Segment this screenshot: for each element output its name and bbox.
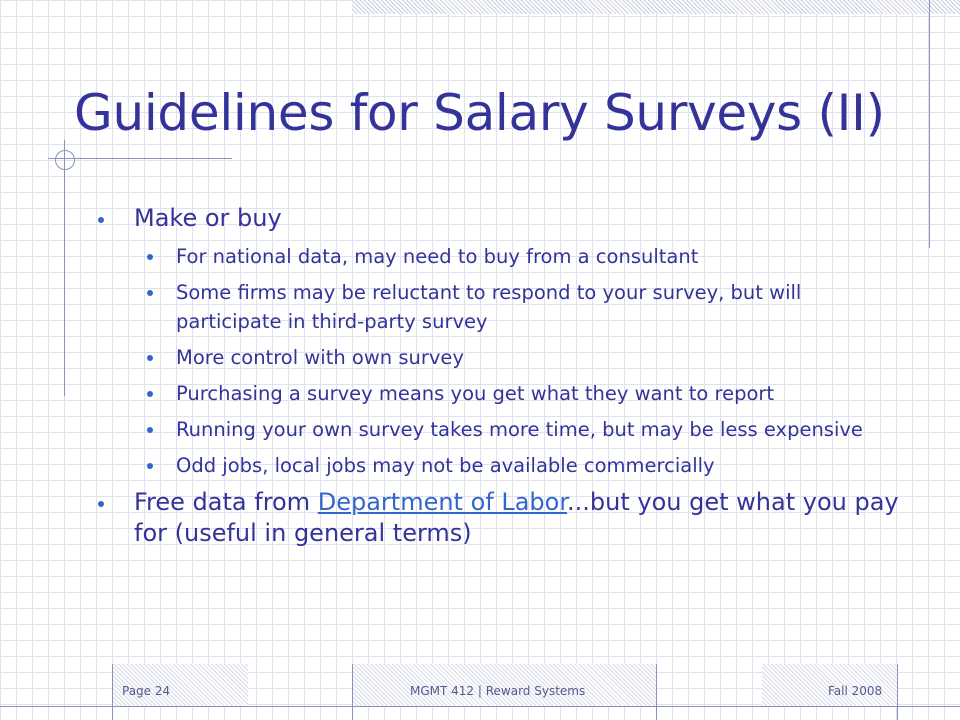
footer-course: MGMT 412 | Reward Systems — [410, 684, 586, 698]
bullet-dot-icon — [147, 427, 153, 433]
sub-bullet-text: Some firms may be reluctant to respond to your survey, but will participate in third-party survey — [176, 281, 802, 333]
sub-bullet — [96, 242, 906, 271]
left-frame-line — [64, 140, 65, 396]
title-underline — [48, 158, 232, 159]
footer-rule — [0, 706, 960, 707]
bullet-dot-icon — [147, 391, 153, 397]
sub-bullet — [96, 451, 906, 480]
corner-circle-ornament — [55, 150, 75, 170]
bullet-dot-icon — [147, 290, 153, 296]
sub-bullet-text: More control with own survey — [176, 346, 464, 369]
sub-bullet-text: Odd jobs, local jobs may not be available commercially — [176, 454, 715, 477]
right-frame-line — [929, 0, 930, 248]
footer-line-center-right — [656, 664, 657, 720]
slide-title: Guidelines for Salary Surveys (II) — [74, 84, 885, 142]
bullet-text: Make or buy — [134, 204, 282, 232]
bullet-text: Free data from — [134, 488, 318, 516]
sub-bullet — [96, 278, 906, 336]
bullet-make-or-buy — [96, 203, 906, 234]
footer-page-number: Page 24 — [122, 684, 171, 698]
slide-content — [96, 203, 906, 557]
bullet-dot-icon — [147, 355, 153, 361]
bullet-dot-icon — [98, 217, 104, 223]
department-of-labor-link[interactable]: Department of Labor — [317, 488, 568, 516]
bullet-dot-icon — [98, 501, 104, 507]
sub-bullet — [96, 415, 906, 444]
bullet-dot-icon — [147, 254, 153, 260]
sub-bullet-text: For national data, may need to buy from a consultant — [176, 245, 699, 268]
footer-term: Fall 2008 — [828, 684, 883, 698]
top-hatch-band — [352, 0, 960, 14]
sub-bullet — [96, 343, 906, 372]
bullet-dot-icon — [147, 463, 153, 469]
footer-line-right — [897, 664, 898, 720]
bullet-text: ...but you get what you pay for (useful in general terms) — [134, 488, 899, 547]
sub-bullet-text: Running your own survey takes more time, but may be less expensive — [176, 418, 863, 441]
sub-bullet — [96, 379, 906, 408]
bullet-free-data — [96, 487, 906, 549]
sub-bullet-text: Purchasing a survey means you get what they want to report — [176, 382, 775, 405]
